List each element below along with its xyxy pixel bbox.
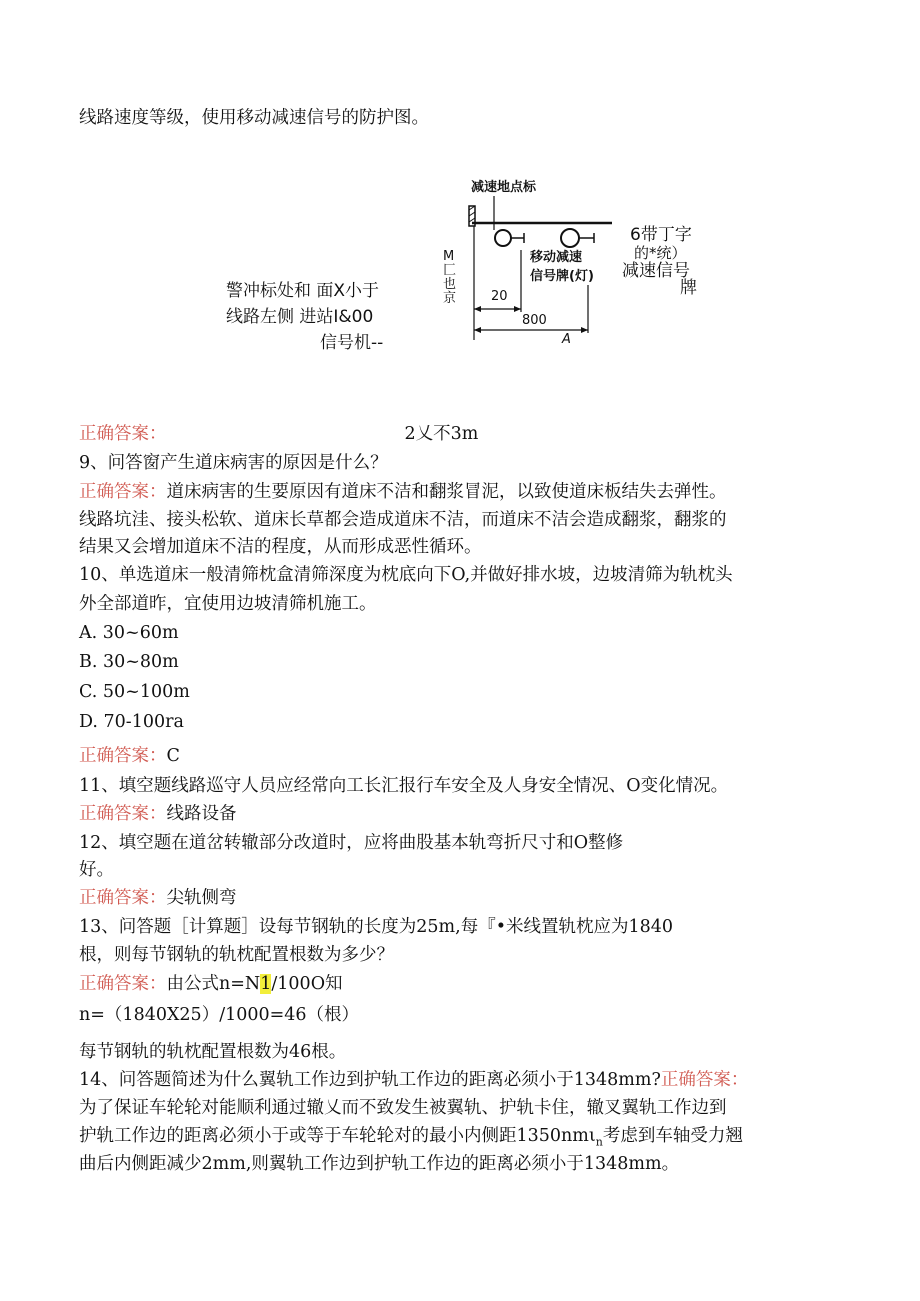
q10-question-line1: 10、单选道床一般清筛枕盒清筛深度为枕底向下O,并做好排水坡，边坡清筛为轨枕头 [79,565,733,585]
intro-text: 线路速度等级，使用移动减速信号的防护图。 [79,108,429,128]
right-note-3: 减速信号 [622,261,690,281]
q13-question-line1: 13、问答题［计算题］设每节钢轨的长度为25m,每『•米线置轨枕应为1840 [79,917,674,937]
q11-question: 11、填空题线路巡守人员应经常向工长汇报行车安全及人身安全情况、O变化情况。 [79,776,729,796]
q14-answer-line1: 为了保证车轮轮对能顺利通过辙乂而不致发生被翼轨、护轨卡住，辙叉翼轨工作边到 [79,1098,727,1118]
answer-label: 正确答案： [660,1070,749,1090]
dimension-800: 800 [522,313,547,328]
answer-label: 正确答案： [79,804,167,824]
q11-answer: 线路设备 [166,804,237,824]
q13-answer-row [79,973,343,995]
q12-answer-row [79,887,237,909]
q13-conclusion: 每节钢轨的轨枕配置根数为46根。 [79,1042,347,1062]
q14-question-row [79,1069,748,1091]
q8-answer: 2乂不3m [404,424,479,444]
q9-answer-line3: 结果又会增加道床不洁的程度，从而形成恶性循环。 [79,537,482,557]
answer-label: 正确答案： [79,888,167,908]
q14-answer-line2-sub: n [595,1135,603,1149]
q9-answer-line2: 线路坑洼、接头松软、道床长草都会造成道床不洁，而道床不洁会造成翻浆，翻浆的 [79,510,727,530]
q12-question-line2: 好。 [79,860,114,880]
q10-option-a: A. 30~60m [79,623,179,643]
q13-question-line2: 根，则每节钢轨的轨枕配置根数为多少？ [79,945,394,965]
q13-calc: n=（1840X25）/1000=46（根） [79,1005,360,1025]
q14-answer-line2-tail: 考虑到车轴受力翘 [602,1126,743,1146]
right-note-4: 牌 [680,278,697,298]
q14-answer-line2-row [79,1125,743,1154]
q10-option-b: B. 30~80m [79,652,179,672]
q8-answer-row [79,423,478,445]
q10-answer: C [166,746,180,766]
mobile-sign-label-1: 移动减速 [530,250,583,265]
q9-answer-line1: 道床病害的生要原因有道床不洁和翻浆冒泥，以致使道床板结失去弹性。 [166,482,727,502]
dimension-a: A [562,332,571,347]
left-note-1: 警冲标处和 面X小于 [226,281,380,301]
left-note-3: 信号机-- [320,333,384,353]
q14-answer-line2: 护轨工作边的距离必须小于或等于车轮轮对的最小内侧距1350nmι [79,1126,596,1146]
right-note-2: 的*统） [634,244,687,262]
q11-answer-row [79,803,237,825]
q14-answer-line3: 曲后内侧距减少2mm,则翼轨工作边到护轨工作边的距离必须小于1348mm。 [79,1154,680,1174]
q12-question-line1: 12、填空题在道岔转辙部分改道时，应将曲股基本轨弯折尺寸和O整修 [79,833,624,853]
decel-point-label: 减速地点标 [471,180,537,195]
q10-option-d: D. 70-100ra [79,712,184,732]
q13-answer-highlight: 1 [260,974,272,994]
vertical-note: M 匚也京 [443,249,457,306]
right-note-1: 6带丁字 [630,225,692,245]
q13-answer-suffix: /100O知 [271,974,343,994]
q9-question: 9、问答窗产生道床病害的原因是什么？ [79,453,388,473]
dimension-20: 20 [491,289,508,304]
q10-answer-row [79,745,180,767]
q13-answer-prefix: 由公式n=N [166,974,261,994]
q10-question-line2: 外全部道昨，宜使用边坡清筛机施工。 [79,594,377,614]
q12-answer: 尖轨侧弯 [166,888,237,908]
q14-question: 14、问答题简述为什么翼轨工作边到护轨工作边的距离必须小于1348mm? [79,1070,661,1090]
answer-label: 正确答案： [79,746,167,766]
answer-label: 正确答案： [79,424,167,444]
q10-option-c: C. 50~100m [79,682,190,702]
answer-label: 正确答案： [79,974,167,994]
q9-answer-row [79,481,727,503]
left-note-2: 线路左侧 进站I&00 [226,307,374,327]
answer-label: 正确答案： [79,482,167,502]
mobile-sign-label-2: 信号牌(灯) [530,269,594,284]
